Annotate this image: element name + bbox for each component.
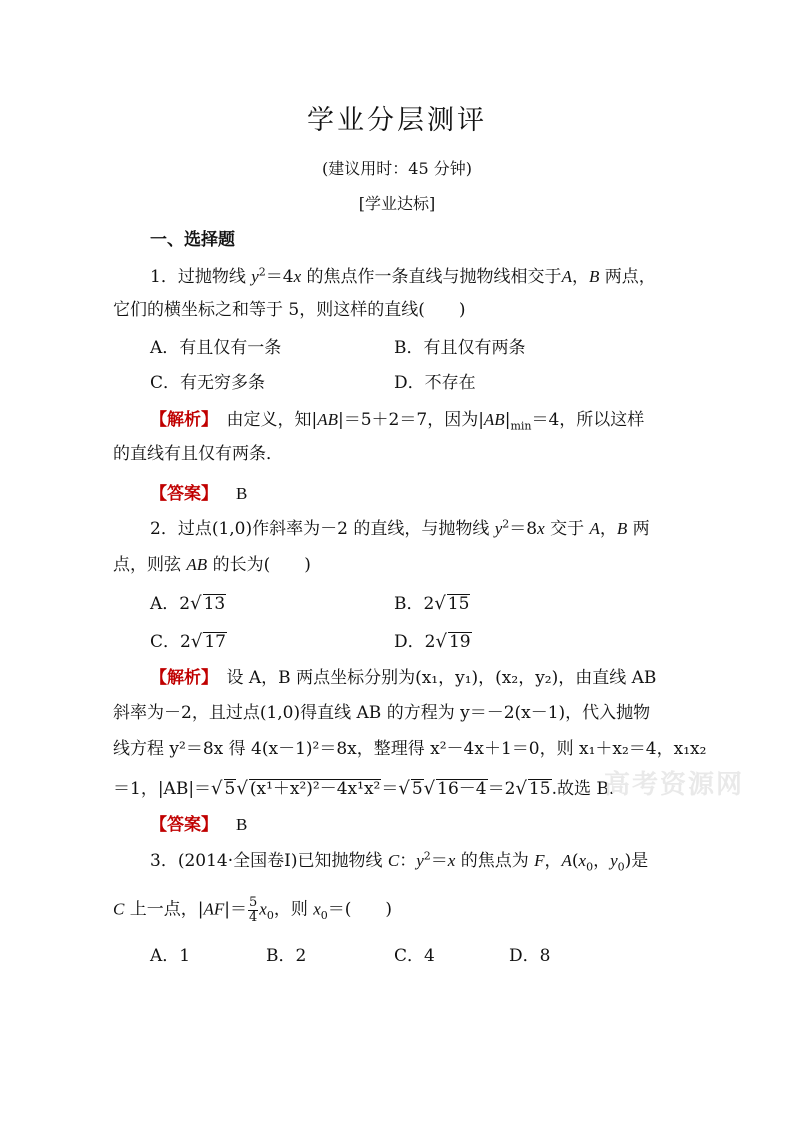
text: B．2	[394, 594, 435, 614]
q2-answer	[150, 816, 247, 834]
q1-option-b: B．有且仅有两条	[394, 338, 526, 358]
var-ab: AB	[317, 410, 339, 429]
var-x: x	[259, 899, 267, 919]
numerator: 5	[249, 895, 258, 910]
text: ＝4，所以这样	[531, 410, 645, 430]
text: A．2	[150, 594, 191, 614]
radical-sign: √	[435, 631, 447, 652]
radical-sign: √	[434, 593, 446, 614]
text: 由定义，知|	[209, 410, 318, 430]
var-a: A	[561, 267, 572, 286]
q1-option-d: D．不存在	[394, 373, 476, 393]
answer-value: B	[236, 484, 248, 503]
radicand: 15	[528, 779, 551, 799]
radicand: 16－4	[437, 779, 487, 799]
q2-line1	[150, 517, 650, 539]
radical-sign: √	[398, 778, 410, 799]
text: .故选 B.	[551, 779, 615, 799]
q2-option-b	[394, 594, 470, 614]
var-x: x	[447, 851, 456, 870]
text: ＝2	[487, 779, 516, 799]
text: |＝5＋2＝7，因为|	[338, 410, 484, 430]
q1-line1	[150, 265, 656, 287]
analysis-tag: 【解析】	[150, 410, 210, 430]
radical-sign: √	[211, 778, 223, 799]
var-f: F	[534, 851, 545, 870]
q2-analysis-line2: 斜率为－2，且过点(1,0)得直线 AB 的方程为 y＝－2(x－1)，代入抛物	[113, 703, 651, 723]
q3-line1	[150, 849, 649, 874]
q3-option-a: A．1	[150, 946, 191, 966]
sub: 0	[617, 860, 625, 874]
radicand: 15	[447, 594, 470, 614]
q1-option-c: C．有无穷多条	[150, 373, 266, 393]
text: ，则	[273, 899, 314, 920]
radicand: 19	[448, 632, 471, 652]
q2-analysis-line1	[150, 670, 656, 687]
text: 的焦点作一条直线与抛物线相交于	[301, 267, 562, 287]
var-x: x	[293, 267, 302, 286]
text: 设 A，B 两点坐标分别为(x₁，y₁)，(x₂，y₂)，由直线 AB	[209, 668, 657, 688]
text: 两	[627, 519, 650, 539]
var-x: x	[537, 519, 545, 538]
sub: 0	[586, 860, 594, 874]
q2-option-a	[150, 594, 226, 614]
var-y: y	[610, 851, 618, 870]
text: )是	[624, 851, 649, 871]
text: ＝4	[265, 267, 294, 287]
text: 点，则弦	[113, 555, 187, 575]
radical-sign: √	[190, 631, 203, 652]
text: ＝	[381, 779, 399, 799]
q3-line2	[113, 896, 392, 924]
q2-option-d	[394, 632, 472, 652]
q1-analysis-line1	[150, 410, 645, 433]
text: 交于	[544, 519, 590, 539]
text: 3．(2014·全国卷Ⅰ)已知抛物线	[150, 851, 388, 871]
fraction	[248, 896, 258, 924]
var-af: AF	[203, 899, 225, 919]
text: ＝8	[509, 519, 538, 539]
text: 2．过点(1,0)作斜率为－2 的直线，与抛物线	[150, 519, 495, 539]
radicand: 5	[411, 779, 423, 799]
part-heading: 一、选择题	[150, 230, 235, 250]
var-ab: AB	[186, 555, 208, 574]
sup: 2	[423, 849, 431, 863]
var-a: A	[561, 851, 572, 870]
radicand: 5	[224, 779, 236, 799]
page-title: 学业分层测评	[307, 105, 487, 136]
var-x: x	[578, 851, 587, 870]
section-label: [学业达标]	[358, 194, 436, 213]
text: D．2	[394, 632, 436, 652]
text: |＝	[224, 899, 247, 920]
radical-sign: √	[423, 778, 436, 799]
watermark: 高考资源网	[604, 770, 745, 800]
time-note: (建议用时：45 分钟)	[322, 159, 472, 178]
text: C．2	[150, 632, 191, 652]
q1-line2: 它们的横坐标之和等于 5，则这样的直线( )	[113, 300, 466, 320]
q3-option-b: B．2	[266, 946, 307, 966]
text: 两点，	[599, 267, 656, 287]
q1-answer	[150, 485, 247, 503]
var-y: y	[416, 851, 424, 870]
var-c: C	[387, 851, 400, 870]
sub: 0	[320, 909, 328, 923]
text: ，	[571, 267, 589, 287]
var-b: B	[588, 267, 600, 286]
radicand: 17	[204, 632, 226, 652]
radicand: 13	[203, 594, 226, 614]
q1-option-a: A．有且仅有一条	[150, 338, 282, 358]
var-a: A	[589, 519, 600, 538]
text: ＝	[430, 851, 448, 871]
sub: 0	[266, 909, 274, 923]
text: 上一点，|	[124, 899, 204, 920]
text: ，	[599, 519, 617, 539]
radical-sign: √	[190, 593, 202, 614]
text: |	[504, 410, 511, 430]
q2-option-c	[150, 632, 227, 652]
var-b: B	[616, 519, 628, 538]
q2-analysis-line4	[113, 779, 614, 799]
text: ＝( )	[327, 899, 393, 920]
text: ，	[544, 851, 562, 871]
denominator: 4	[249, 909, 258, 925]
sup: 2	[502, 517, 510, 531]
sup: 2	[258, 265, 266, 279]
analysis-tag: 【解析】	[150, 668, 210, 688]
var-ab: AB	[483, 410, 505, 429]
text: ，	[593, 851, 611, 871]
radical-sign: √	[515, 778, 527, 799]
var-c: C	[113, 899, 125, 919]
sub-min: min	[510, 419, 532, 433]
var-y: y	[494, 519, 503, 538]
answer-tag: 【答案】	[150, 815, 218, 835]
q3-option-d: D．8	[509, 946, 551, 966]
q2-line2	[113, 556, 311, 574]
text: 的长为( )	[207, 555, 311, 575]
var-y: y	[251, 267, 259, 286]
text: 的焦点为	[455, 851, 535, 871]
text: (	[571, 851, 579, 871]
radicand: (x¹＋x²)²－4x¹x²	[249, 779, 381, 799]
q1-analysis-line2: 的直线有且仅有两条．	[113, 444, 283, 464]
q2-analysis-line3: 线方程 y²＝8x 得 4(x－1)²＝8x，整理得 x²－4x＋1＝0，则 x₁＋x₂＝4，x₁x₂	[113, 739, 707, 759]
var-x: x	[313, 899, 321, 919]
text: ＝1，|AB|＝	[113, 779, 212, 799]
q3-option-c: C．4	[394, 946, 435, 966]
radical-sign: √	[236, 778, 248, 799]
text: 1．过抛物线	[150, 267, 252, 287]
answer-tag: 【答案】	[150, 484, 218, 504]
text: ：	[399, 851, 417, 871]
answer-value: B	[236, 815, 248, 834]
